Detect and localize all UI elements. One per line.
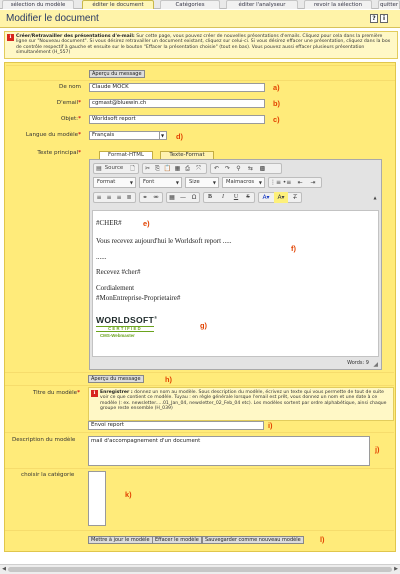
paste-text-icon[interactable]: ▦ xyxy=(174,165,181,172)
content-line: Cordialement xyxy=(96,284,135,292)
preview-button-top[interactable]: Aperçu du message xyxy=(89,70,145,78)
align-right-icon[interactable]: ≡ xyxy=(116,194,122,201)
marker-i: i) xyxy=(268,421,273,430)
tab-model-selection[interactable]: sélection du modèle xyxy=(2,0,74,9)
marker-d: d) xyxy=(176,132,183,141)
tab-text-format[interactable]: Texte-Format xyxy=(160,151,214,159)
remove-format-icon[interactable]: T̶ xyxy=(293,194,297,201)
special-char-icon[interactable]: Ω xyxy=(191,194,197,201)
size-combo[interactable]: Size ▼ xyxy=(185,177,219,188)
toolbar-row-3 xyxy=(93,192,379,203)
paste-icon[interactable]: 📋 xyxy=(163,165,172,172)
collapse-toolbar-icon[interactable]: ▲ xyxy=(373,195,377,200)
justify-icon[interactable]: ≣ xyxy=(126,194,132,201)
email-input[interactable]: cgmast@bluewin.ch xyxy=(89,99,265,108)
unlink-icon[interactable]: ⚮ xyxy=(153,194,159,201)
divider xyxy=(6,65,395,66)
marker-h: h) xyxy=(165,375,172,384)
divider xyxy=(5,385,394,386)
model-title-notice xyxy=(88,387,394,421)
word-count: Words: 9 xyxy=(347,360,369,366)
rich-text-editor xyxy=(89,159,382,370)
marker-e: e) xyxy=(143,219,150,228)
horizontal-rule-icon[interactable]: — xyxy=(180,194,186,201)
divider xyxy=(5,468,394,469)
help-notice xyxy=(4,31,398,59)
copy-icon[interactable]: ⎘ xyxy=(155,165,160,172)
resize-handle-icon[interactable]: ◢ xyxy=(373,361,378,368)
replace-icon[interactable]: ⇆ xyxy=(247,165,254,172)
underline-icon[interactable]: U xyxy=(233,194,239,200)
preview-button-bottom[interactable]: Aperçu du message xyxy=(88,375,144,383)
preview-icon[interactable]: 🗋 xyxy=(130,165,135,172)
delete-model-button[interactable]: Effacer le modèle xyxy=(152,536,202,544)
content-line: Vous recevez aujourd'hui le Worldsoft report ..... xyxy=(96,237,232,245)
model-notice-text: donnez un nom au modèle. Sous description du modèle, écrivez un texte qui vous permette de tout de suite voir ce que contient ce modèle. Tuyau : en règle générale lorsque l'email est prêt, vous donnez un nom et une date à ce modèle (: ex. newsletter.....01_Jan_04, newsletter_02_Feb_04 etc). Les modèles sortent par ordre alphabétique, ainsi chaque groupe reste ensemble (H_039) xyxy=(100,390,387,412)
marker-g: g) xyxy=(200,321,207,330)
scroll-left-icon[interactable]: ◀ xyxy=(2,566,6,572)
link-icon[interactable]: ⚭ xyxy=(142,194,148,201)
divider xyxy=(5,432,394,433)
model-notice-title: Enregistrer : xyxy=(100,390,133,395)
print-icon[interactable]: ⎙ xyxy=(185,165,190,172)
update-model-button[interactable]: Mettre à jour le modèle xyxy=(88,536,153,544)
tab-edit-document[interactable]: éditer le document xyxy=(82,0,154,9)
info-icon: i xyxy=(7,34,14,41)
format-combo[interactable]: Format ▼ xyxy=(93,177,136,188)
horizontal-scrollbar[interactable] xyxy=(0,564,400,574)
tab-format-html[interactable]: Format-HTML xyxy=(99,151,153,159)
cut-icon[interactable]: ✂ xyxy=(144,165,151,172)
tab-edit-analyzer[interactable]: éditer l'analyseur xyxy=(226,0,298,9)
tab-categories[interactable]: Catégories xyxy=(160,0,220,9)
scroll-right-icon[interactable]: ▶ xyxy=(394,566,398,572)
help-button[interactable]: ? xyxy=(370,14,378,23)
notice-title: Créer/Retravailler des présentations d'e-mail: xyxy=(16,34,135,39)
marker-b: b) xyxy=(273,99,280,108)
divider xyxy=(5,372,394,373)
title-bar xyxy=(0,10,400,28)
notice-text: Sur cette page, vous pouvez créer de nouvelles présentations d'emails. Cliquez pour cela dans la première ligne sur "Nouveau document". Si vous désirez retravailler un document existant, cliquez sur celui-ci. Si vous désirez effacer une présentation, cliquez dans la box de contrôle respectif à gauche et ensuite sur le bouton "Effacer la présentation choisie" (tout en bas). Vous pouvez aussi effacer plusieurs présentation simultanément (H_557) xyxy=(16,34,391,56)
marker-l: l) xyxy=(320,535,325,544)
marker-f: f) xyxy=(291,244,296,253)
find-icon[interactable]: ⚲ xyxy=(236,165,241,172)
strikethrough-icon[interactable]: S xyxy=(246,194,250,200)
table-icon[interactable]: ▦ xyxy=(169,194,175,201)
info-icon: i xyxy=(91,390,98,397)
marker-j: j) xyxy=(375,445,380,454)
editor-content[interactable] xyxy=(92,210,379,357)
description-label: Description du modèle xyxy=(12,437,76,443)
chevron-down-icon: ▼ xyxy=(212,180,216,185)
align-left-icon[interactable]: ≡ xyxy=(96,194,102,201)
page-title: Modifier le document xyxy=(6,13,99,24)
chevron-down-icon: ▼ xyxy=(258,180,262,185)
chevron-down-icon: ▼ xyxy=(160,133,165,138)
marker-k: k) xyxy=(125,490,132,499)
divider xyxy=(6,80,395,81)
marker-a: a) xyxy=(273,83,280,92)
worldsoft-logo: WORLDSOFT® CERTIFIED CMS-Webmaster xyxy=(96,314,158,338)
subject-label: Objet:* xyxy=(61,116,81,122)
bullet-list-icon[interactable]: •≡ xyxy=(282,179,292,186)
italic-icon[interactable]: I xyxy=(222,194,224,200)
bold-icon[interactable]: B xyxy=(207,194,212,200)
source-button[interactable]: Source xyxy=(104,165,124,171)
tab-review-selection[interactable]: revoir la sélection xyxy=(304,0,372,9)
content-line: Recevez #cher# xyxy=(96,268,141,276)
info-button[interactable]: i xyxy=(380,14,388,23)
undo-icon[interactable]: ↶ xyxy=(213,165,220,172)
outdent-icon[interactable]: ⇤ xyxy=(297,179,303,186)
model-title-label: Titre du modèle* xyxy=(32,390,80,396)
toolbar-row-2 xyxy=(93,177,379,188)
name-label: De nom xyxy=(59,84,81,90)
numbered-list-icon[interactable]: ⋮≡ xyxy=(270,179,282,186)
tab-quit[interactable]: quitter xyxy=(379,2,399,8)
maximize-icon[interactable]: ⤧ xyxy=(196,165,201,172)
redo-icon[interactable]: ↷ xyxy=(224,165,231,172)
top-tab-bar xyxy=(0,0,400,9)
bg-color-icon[interactable]: A▾ xyxy=(274,192,288,203)
chevron-down-icon: ▼ xyxy=(175,180,179,185)
chevron-down-icon: ▼ xyxy=(129,180,133,185)
subject-input[interactable]: Worldsoft report xyxy=(89,115,265,124)
content-line: ...... xyxy=(96,253,107,261)
font-combo[interactable]: Font ▼ xyxy=(139,177,182,188)
content-line: #CHER# xyxy=(96,219,122,227)
text-color-icon[interactable]: A▾ xyxy=(262,194,270,201)
category-label: choisir la catégorie xyxy=(21,472,75,478)
description-textarea[interactable]: mail d'accompagnement d'un document xyxy=(88,436,370,466)
model-title-input[interactable]: Envoi report xyxy=(88,421,264,430)
select-all-icon[interactable]: ▩ xyxy=(259,165,266,172)
language-select[interactable]: Français ▼ xyxy=(89,131,167,140)
source-icon[interactable]: ▤ xyxy=(96,165,102,172)
name-input[interactable]: Claude MOCK xyxy=(89,83,265,92)
editor-status-bar xyxy=(92,359,379,368)
divider xyxy=(5,530,394,531)
marker-c: c) xyxy=(273,115,280,124)
category-listbox[interactable] xyxy=(88,471,106,526)
email-label: D'email* xyxy=(56,100,81,106)
case-combo[interactable]: Maimacros ▼ xyxy=(222,177,265,188)
indent-icon[interactable]: ⇥ xyxy=(310,179,316,186)
toolbar-row-1 xyxy=(93,163,379,174)
content-line: #MonEntreprise-Proprietaire# xyxy=(96,294,181,302)
language-label: Langue du modèle* xyxy=(25,132,81,138)
align-center-icon[interactable]: ≡ xyxy=(106,194,112,201)
main-text-label: Texte principal* xyxy=(37,150,81,156)
scrollbar-thumb[interactable] xyxy=(8,567,392,572)
save-as-new-button[interactable]: Sauvegarder comme nouveau modèle xyxy=(202,536,304,544)
